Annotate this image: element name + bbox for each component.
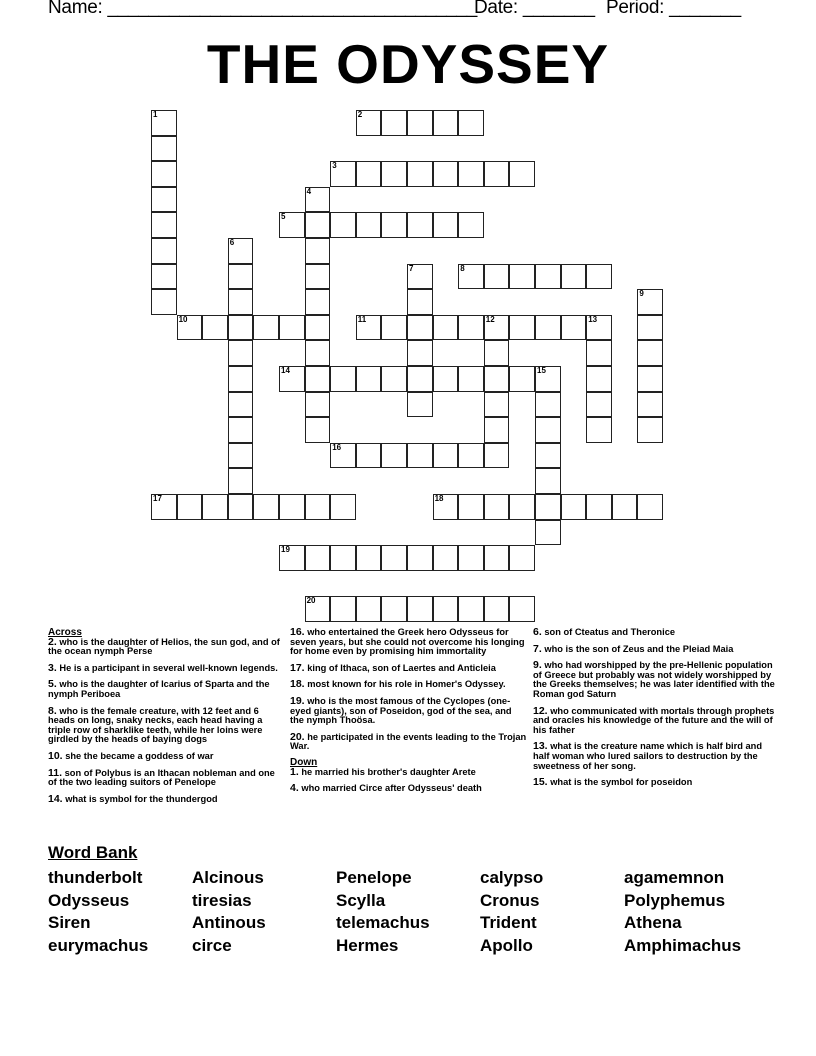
grid-cell[interactable]: [228, 366, 254, 392]
clue-text: who married Circe after Odysseus' death: [298, 783, 482, 794]
clue-text: king of Ithaca, son of Laertes and Anticleia: [304, 662, 496, 673]
grid-cell[interactable]: [305, 596, 331, 622]
clue-item: [533, 661, 781, 699]
clue-item: [290, 628, 528, 657]
grid-cell[interactable]: [586, 494, 612, 520]
grid-cell[interactable]: [484, 494, 510, 520]
grid-cell[interactable]: [484, 315, 510, 341]
page-title: THE ODYSSEY: [206, 33, 610, 95]
word-bank-word: thunderbolt: [48, 868, 143, 887]
clue-number: 13.: [533, 740, 548, 753]
clue-number: 1.: [290, 765, 299, 778]
grid-cell[interactable]: [586, 340, 612, 366]
clue-item: [48, 749, 283, 762]
grid-cell[interactable]: [586, 417, 612, 443]
grid-cell[interactable]: [433, 212, 459, 238]
clue-text: most known for his role in Homer's Odyssey.: [304, 679, 506, 690]
grid-cell[interactable]: [407, 366, 433, 392]
clue-number: 2.: [48, 635, 57, 648]
grid-cell[interactable]: [151, 494, 177, 520]
word-bank-word: agamemnon: [624, 868, 725, 887]
grid-cell[interactable]: [407, 340, 433, 366]
grid-cell[interactable]: [637, 366, 663, 392]
grid-cell[interactable]: [484, 161, 510, 187]
clue-number: 20: [306, 596, 316, 606]
grid-cell[interactable]: [484, 417, 510, 443]
clue-number: 16.: [290, 626, 305, 638]
grid-cell[interactable]: [381, 161, 407, 187]
grid-cell[interactable]: [637, 315, 663, 341]
clue-number: 11.: [48, 766, 63, 779]
name-field[interactable]: Name: ____________________________________: [48, 0, 478, 18]
word-bank-word: Trident: [480, 913, 537, 933]
grid-cell[interactable]: [305, 494, 331, 520]
clue-text: who communicated with mortals through prophets and oracles his knowledge of the future and the will of his father: [533, 705, 775, 735]
grid-cell[interactable]: [509, 264, 535, 290]
grid-cell[interactable]: [407, 289, 433, 315]
grid-cell[interactable]: [151, 187, 177, 213]
period-field[interactable]: Period: _______: [606, 0, 741, 18]
grid-cell[interactable]: [381, 596, 407, 622]
grid-cell[interactable]: [535, 315, 561, 341]
grid-cell[interactable]: [279, 494, 305, 520]
clue-number: 14: [281, 366, 290, 375]
clue-text: who entertained the Greek hero Odysseus for seven years, but she could not overcome his longing for home even by promising him immortality: [290, 627, 525, 657]
clue-number: 8: [460, 263, 465, 273]
grid-cell[interactable]: [381, 545, 407, 571]
grid-cell[interactable]: [330, 366, 356, 392]
clue-number: 13: [588, 314, 598, 324]
grid-cell[interactable]: [535, 366, 561, 392]
clue-text: who is the most famous of the Cyclopes (one-eyed giants), son of Poseidon, god of the sea, and the nymph Thoösa.: [290, 695, 512, 726]
grid-cell[interactable]: [637, 340, 663, 366]
grid-cell[interactable]: [612, 494, 638, 520]
clue-number: 11: [357, 314, 367, 324]
clue-item: [533, 642, 781, 655]
grid-cell[interactable]: [458, 110, 484, 136]
grid-cell[interactable]: [330, 545, 356, 571]
grid-cell[interactable]: [177, 315, 203, 341]
word-bank-word: Siren: [48, 913, 91, 933]
grid-cell[interactable]: [381, 315, 407, 341]
grid-cell[interactable]: [458, 212, 484, 238]
word-bank-word: tiresias: [192, 890, 252, 910]
grid-cell[interactable]: [202, 494, 228, 520]
clue-number: 10: [178, 314, 188, 324]
grid-cell[interactable]: [228, 315, 254, 341]
clue-number: 9: [639, 289, 644, 299]
grid-cell[interactable]: [407, 161, 433, 187]
grid-cell[interactable]: [433, 545, 459, 571]
clue-number: 18: [434, 494, 444, 503]
grid-cell[interactable]: [381, 443, 407, 469]
grid-cell[interactable]: [305, 264, 331, 290]
clue-number: 5: [281, 212, 286, 222]
grid-cell[interactable]: [228, 340, 254, 366]
word-bank-word: Amphimachus: [624, 936, 742, 956]
word-bank-word: Penelope: [336, 868, 412, 887]
clue-number: 14.: [48, 792, 63, 805]
grid-cell[interactable]: [305, 392, 331, 418]
clue-item: [48, 766, 283, 788]
grid-cell[interactable]: [151, 110, 177, 136]
clue-item: [290, 661, 528, 674]
clue-number: 18.: [290, 678, 305, 691]
grid-cell[interactable]: [484, 340, 510, 366]
grid-cell[interactable]: [509, 545, 535, 571]
clue-text: he participated in the events leading to the Trojan War.: [290, 731, 527, 752]
grid-cell[interactable]: [433, 494, 459, 520]
clue-text: son of Cteatus and Theronice: [541, 627, 676, 637]
grid-cell[interactable]: [407, 212, 433, 238]
grid-cell[interactable]: [253, 315, 279, 341]
grid-cell[interactable]: [407, 392, 433, 418]
grid-cell[interactable]: [637, 494, 663, 520]
grid-cell[interactable]: [356, 110, 382, 136]
grid-cell[interactable]: [509, 366, 535, 392]
word-bank-column: [480, 867, 543, 958]
grid-cell[interactable]: [356, 366, 382, 392]
grid-cell[interactable]: [330, 494, 356, 520]
clue-number: 12: [485, 314, 495, 324]
grid-cell[interactable]: [509, 494, 535, 520]
grid-cell[interactable]: [458, 545, 484, 571]
grid-cell[interactable]: [151, 136, 177, 162]
clue-number: 6: [229, 238, 235, 247]
word-bank-column: [192, 867, 266, 958]
grid-cell[interactable]: [433, 315, 459, 341]
grid-cell[interactable]: [535, 468, 561, 494]
word-bank-word: circe: [192, 936, 232, 956]
grid-cell[interactable]: [381, 212, 407, 238]
word-bank-column: [624, 867, 741, 958]
grid-cell[interactable]: [484, 545, 510, 571]
grid-cell[interactable]: [458, 264, 484, 290]
grid-cell[interactable]: [509, 596, 535, 622]
clue-text: he married his brother's daughter Arete: [298, 766, 476, 777]
grid-cell[interactable]: [458, 494, 484, 520]
grid-cell[interactable]: [177, 494, 203, 520]
grid-cell[interactable]: [637, 289, 663, 315]
clue-number: 12.: [533, 704, 548, 717]
grid-cell[interactable]: [484, 596, 510, 622]
grid-cell[interactable]: [305, 187, 331, 213]
clue-text: son of Polybus is an Ithacan nobleman and one of the two leading suitors of Penelope: [48, 767, 275, 788]
grid-cell[interactable]: [407, 264, 433, 290]
grid-cell[interactable]: [458, 366, 484, 392]
word-bank-word: telemachus: [336, 913, 430, 933]
grid-cell[interactable]: [228, 289, 254, 315]
grid-cell[interactable]: [458, 315, 484, 341]
grid-cell[interactable]: [561, 264, 587, 290]
clue-item: [290, 765, 528, 778]
grid-cell[interactable]: [458, 596, 484, 622]
word-bank-column: [48, 867, 148, 958]
word-bank-word: Scylla: [336, 890, 386, 910]
grid-cell[interactable]: [228, 417, 254, 443]
grid-cell[interactable]: [279, 315, 305, 341]
grid-cell[interactable]: [305, 545, 331, 571]
grid-cell[interactable]: [458, 161, 484, 187]
grid-cell[interactable]: [561, 315, 587, 341]
clues-column-2: [290, 628, 528, 801]
grid-cell[interactable]: [433, 366, 459, 392]
grid-cell[interactable]: [305, 238, 331, 264]
grid-cell[interactable]: [407, 443, 433, 469]
grid-cell[interactable]: [151, 289, 177, 315]
grid-cell[interactable]: [484, 264, 510, 290]
word-bank-word: Hermes: [336, 936, 399, 956]
grid-cell[interactable]: [151, 161, 177, 187]
clue-item: [48, 704, 283, 745]
clue-item: [290, 730, 528, 752]
grid-cell[interactable]: [228, 264, 254, 290]
grid-cell[interactable]: [228, 238, 254, 264]
clue-item: [533, 778, 781, 788]
grid-cell[interactable]: [356, 596, 382, 622]
clue-number: 5.: [48, 678, 57, 691]
grid-cell[interactable]: [535, 520, 561, 546]
clue-text: who is the female creature, with 12 feet and 6 heads on long, snaky necks, each head having a triple row of sharklike teeth, while her loins were girdled by the heads of baying dogs: [48, 705, 263, 745]
clues-column-1: [48, 628, 283, 811]
grid-cell[interactable]: [330, 443, 356, 469]
grid-cell[interactable]: [151, 212, 177, 238]
grid-cell[interactable]: [356, 545, 382, 571]
clue-item: [290, 694, 528, 726]
word-bank-word: eurymachus: [48, 936, 149, 956]
grid-cell[interactable]: [305, 340, 331, 366]
clue-number: 15: [537, 366, 546, 375]
clue-text: who is the daughter of Helios, the sun god, and of the ocean nymph Perse: [48, 636, 280, 657]
grid-cell[interactable]: [279, 545, 305, 571]
word-bank-word: Odysseus: [48, 890, 130, 910]
clues-column-3: [533, 628, 781, 795]
clue-text: what is symbol for the thundergod: [62, 793, 218, 804]
grid-cell[interactable]: [305, 315, 331, 341]
clue-number: 2: [357, 110, 363, 119]
grid-cell[interactable]: [586, 392, 612, 418]
clue-text: what is the symbol for poseidon: [547, 777, 693, 788]
clue-text: who had worshipped by the pre-Hellenic population of Greece but probably was not widely worshipped by the Greeks themselves; he was later identified with the Roman god Saturn: [533, 660, 775, 699]
word-bank-word: Cronus: [480, 890, 540, 910]
clue-item: [533, 742, 781, 771]
grid-cell[interactable]: [279, 366, 305, 392]
clue-item: [290, 784, 528, 794]
word-bank-word: Athena: [624, 913, 682, 933]
grid-cell[interactable]: [202, 315, 228, 341]
grid-cell[interactable]: [535, 392, 561, 418]
clue-item: [290, 680, 528, 690]
grid-cell[interactable]: [637, 417, 663, 443]
clue-item: [533, 628, 781, 638]
grid-cell[interactable]: [407, 596, 433, 622]
grid-cell[interactable]: [356, 161, 382, 187]
clue-item: [48, 680, 283, 699]
clue-number: 9.: [533, 659, 542, 672]
grid-cell[interactable]: [305, 417, 331, 443]
grid-cell[interactable]: [381, 110, 407, 136]
clue-item: [533, 704, 781, 736]
grid-cell[interactable]: [535, 443, 561, 469]
grid-cell[interactable]: [637, 392, 663, 418]
grid-cell[interactable]: [151, 264, 177, 290]
down-heading: Down: [290, 756, 318, 768]
clue-item: [48, 635, 283, 657]
grid-cell[interactable]: [407, 545, 433, 571]
word-bank-word: Alcinous: [192, 868, 264, 887]
grid-cell[interactable]: [433, 596, 459, 622]
clue-item: [48, 661, 283, 674]
clue-number: 19.: [290, 694, 305, 707]
grid-cell[interactable]: [228, 443, 254, 469]
clue-number: 4: [306, 186, 312, 196]
grid-cell[interactable]: [356, 443, 382, 469]
grid-cell[interactable]: [228, 468, 254, 494]
grid-cell[interactable]: [561, 494, 587, 520]
grid-cell[interactable]: [586, 366, 612, 392]
grid-cell[interactable]: [535, 494, 561, 520]
grid-cell[interactable]: [535, 417, 561, 443]
word-bank-title: Word Bank: [48, 843, 138, 862]
grid-cell[interactable]: [458, 443, 484, 469]
grid-cell[interactable]: [253, 494, 279, 520]
clue-number: 6.: [533, 626, 542, 638]
grid-cell[interactable]: [228, 494, 254, 520]
clue-number: 16: [332, 442, 342, 452]
grid-cell[interactable]: [484, 443, 510, 469]
grid-cell[interactable]: [305, 366, 331, 392]
clue-number: 15.: [533, 776, 548, 789]
clue-number: 17: [153, 494, 162, 503]
clue-text: what is the creature name which is half bird and half woman who lured sailors to destruction by the sweetness of her song.: [533, 741, 763, 771]
clue-number: 8.: [48, 704, 57, 717]
clue-number: 4.: [290, 782, 299, 795]
word-bank-word: Antinous: [192, 913, 266, 933]
grid-cell[interactable]: [407, 110, 433, 136]
grid-cell[interactable]: [509, 315, 535, 341]
clue-number: 7.: [533, 642, 542, 655]
date-field[interactable]: Date: _______: [474, 0, 595, 18]
across-heading: Across: [48, 627, 82, 638]
grid-cell[interactable]: [381, 366, 407, 392]
clue-item: [48, 792, 283, 805]
grid-cell[interactable]: [433, 161, 459, 187]
clue-number: 10.: [48, 749, 63, 762]
word-bank-word: calypso: [480, 868, 544, 887]
grid-cell[interactable]: [151, 238, 177, 264]
grid-cell[interactable]: [356, 212, 382, 238]
clue-text: He is a participant in several well-known legends.: [56, 662, 278, 673]
grid-cell[interactable]: [330, 596, 356, 622]
grid-cell[interactable]: [484, 392, 510, 418]
grid-cell[interactable]: [330, 161, 356, 187]
grid-cell[interactable]: [279, 212, 305, 238]
grid-cell[interactable]: [433, 110, 459, 136]
clue-text: she the became a goddess of war: [62, 750, 214, 761]
grid-cell[interactable]: [484, 366, 510, 392]
clue-number: 3: [332, 161, 337, 171]
grid-cell[interactable]: [433, 443, 459, 469]
clue-number: 20.: [290, 730, 305, 743]
grid-cell[interactable]: [356, 315, 382, 341]
grid-cell[interactable]: [509, 161, 535, 187]
grid-cell[interactable]: [330, 212, 356, 238]
clue-text: who is the daughter of Icarius of Sparta and the nymph Periboea: [48, 679, 270, 699]
clue-text: who is the son of Zeus and the Pleiad Maia: [541, 643, 734, 654]
clue-number: 1: [153, 110, 158, 119]
clue-number: 19: [281, 545, 290, 555]
grid-cell[interactable]: [586, 315, 612, 341]
grid-cell[interactable]: [586, 264, 612, 290]
grid-cell[interactable]: [535, 264, 561, 290]
word-bank-word: Apollo: [480, 936, 533, 956]
grid-cell[interactable]: [305, 289, 331, 315]
grid-cell[interactable]: [305, 212, 331, 238]
clue-number: 3.: [48, 661, 57, 674]
grid-cell[interactable]: [228, 392, 254, 418]
clue-number: 17.: [290, 661, 305, 674]
word-bank-column: [336, 867, 430, 958]
clue-number: 7: [409, 263, 414, 273]
grid-cell[interactable]: [407, 315, 433, 341]
word-bank-word: Polyphemus: [624, 890, 726, 910]
